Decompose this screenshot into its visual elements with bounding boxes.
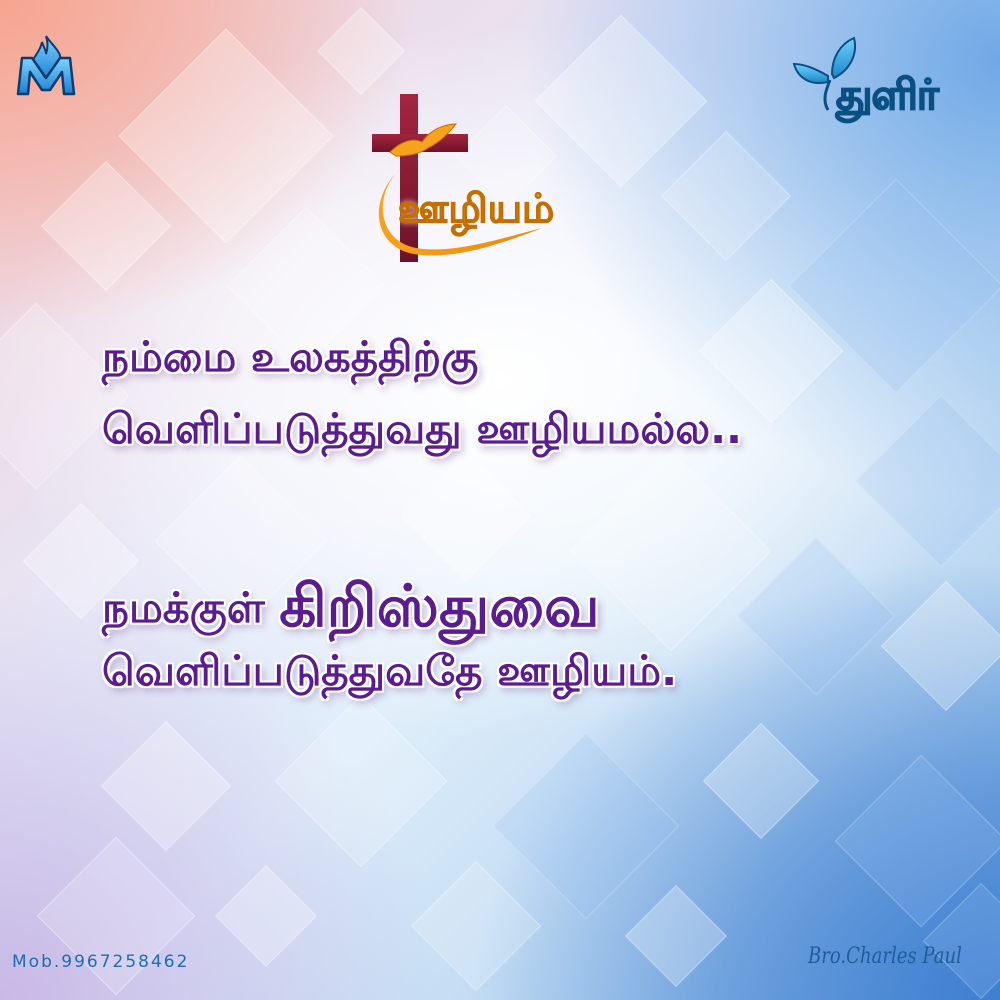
- cross-dove-logo-icon: [356, 90, 656, 270]
- quote-line-3: [102, 572, 600, 648]
- brand-logo-text: துளிர்: [836, 70, 938, 119]
- quote-line-1: நம்மை உலகத்திற்கு: [102, 332, 479, 381]
- mobile-number: Mob.9967258462: [12, 952, 190, 972]
- flame-m-logo-icon: [14, 32, 78, 98]
- ministry-logo-text: ஊழியம்: [398, 186, 555, 232]
- quote-line-3-prefix: நமக்குள்: [102, 583, 265, 632]
- author-signature: Bro.Charles Paul: [808, 944, 962, 969]
- quote-line-4: வெளிப்படுத்துவதே ஊழியம்.: [102, 646, 678, 695]
- quote-line-2: வெளிப்படுத்துவது ஊழியமல்ல..: [102, 404, 742, 453]
- quote-highlight-word: கிறிஸ்துவை: [279, 572, 600, 640]
